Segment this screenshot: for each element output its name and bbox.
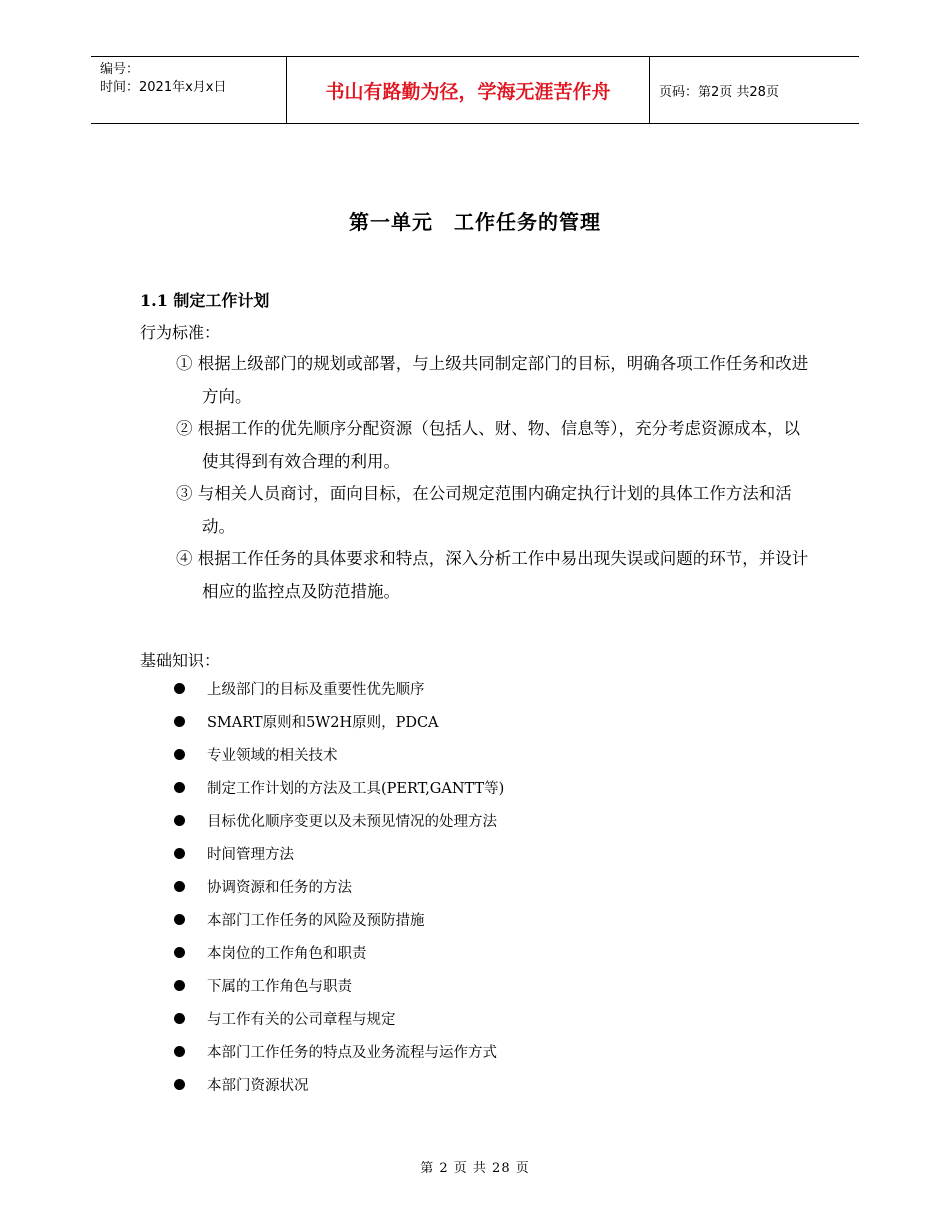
behavior-label: 行为标准： (140, 323, 221, 342)
bullet-icon (174, 749, 185, 760)
bullet-icon (174, 848, 185, 859)
time-label: 时间：2021年x月x日 (100, 80, 227, 95)
bullet-icon (174, 683, 185, 694)
header-page-info: 页码：第2页 共28页 (659, 84, 779, 100)
document-title: 第一单元 工作任务的管理 (349, 210, 601, 234)
behavior-item: ④ 根据工作任务的具体要求和特点，深入分析工作中易出现失误或问题的环节，并设计相应的监控点及防范措施。 (176, 549, 809, 601)
bullet-icon (174, 1013, 185, 1024)
knowledge-label: 基础知识： (140, 651, 221, 670)
behavior-item: ① 根据上级部门的规划或部署，与上级共同制定部门的目标，明确各项工作任务和改进方向。 (176, 354, 809, 406)
bullet-icon (174, 947, 185, 958)
section-heading: 1.1 制定工作计划 (140, 291, 270, 310)
bullet-icon (174, 881, 185, 892)
number-label: 编号： (100, 62, 140, 77)
header-meta (91, 57, 287, 123)
bullet-icon (174, 1046, 185, 1057)
behavior-item: ③ 与相关人员商讨，面向目标，在公司规定范围内确定执行计划的具体工作方法和活动。 (176, 484, 792, 536)
behavior-item: ② 根据工作的优先顺序分配资源（包括人、财、物、信息等），充分考虑资源成本，以使其得到有效合理的利用。 (176, 419, 800, 471)
bullet-icon (174, 782, 185, 793)
bullet-icon (174, 716, 185, 727)
behavior-list (176, 348, 816, 608)
page-header (91, 56, 859, 124)
bullet-icon (174, 980, 185, 991)
bullet-icon (174, 1079, 185, 1090)
header-motto: 书山有路勤为径，学海无涯苦作舟 (287, 57, 650, 123)
bullet-icon (174, 815, 185, 826)
bullet-icon (174, 914, 185, 925)
page-footer: 第 2 页 共 28 页 (420, 1161, 530, 1176)
